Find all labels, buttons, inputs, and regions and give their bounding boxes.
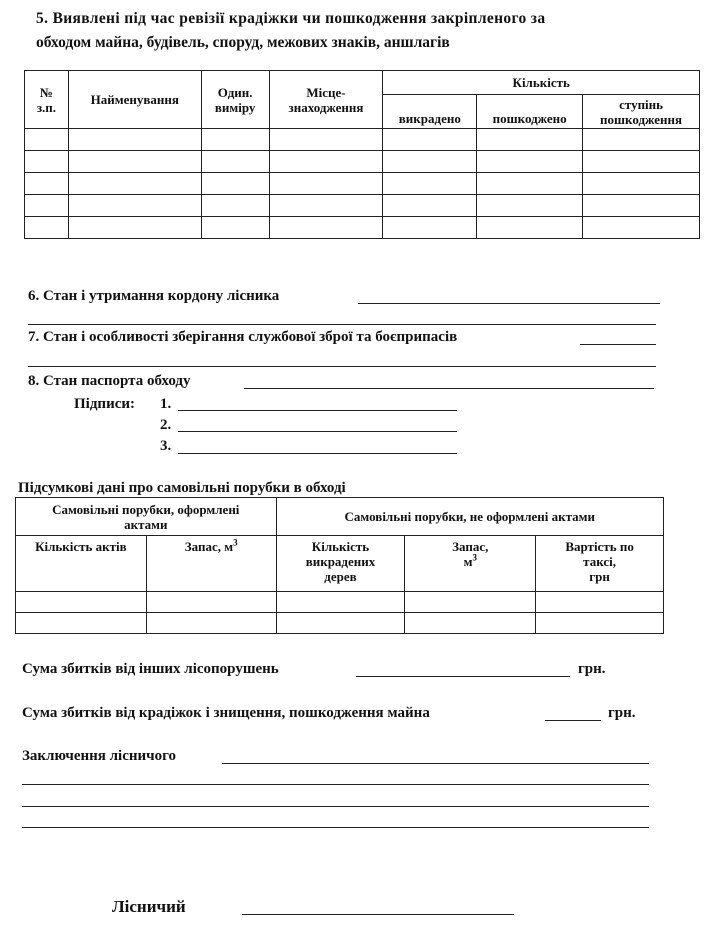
col-acts-count-header: Кількість актів <box>16 536 147 592</box>
conclusion-line-4 <box>22 827 649 828</box>
damages-theft-label: Сума збитків від крадіжок і знищення, пошкодження майна <box>22 705 430 721</box>
damages-other-label: Сума збитків від інших лісопорушень <box>22 661 279 677</box>
item7-line-2 <box>28 366 656 367</box>
item8-label: 8. Стан паспорта обходу <box>28 373 191 389</box>
col-volume-header: Запас, $м^3$ <box>146 536 276 592</box>
conclusion-label: Заключення лісничого <box>22 748 177 764</box>
damages-other-unit: грн. <box>578 661 606 677</box>
illegal-logging-table <box>15 497 664 634</box>
col-trees-count-header: Кількість викрадених дерев <box>276 536 405 592</box>
signatures-label: Підписи: <box>74 396 136 412</box>
conclusion-line-1 <box>222 763 649 764</box>
col-degree-header: ступінь пошкодження <box>583 95 700 129</box>
section5-number: 5. <box>36 10 49 27</box>
col-volume2-header: Запас, $м^3$ <box>405 536 536 592</box>
group-not-formalized-header: Самовільні порубки, не оформлені актами <box>276 498 663 536</box>
table-row <box>25 151 700 173</box>
damages-theft-line <box>545 720 601 721</box>
forester-label: Лісничий <box>112 897 186 916</box>
col-damaged-header: пошкоджено <box>477 95 583 129</box>
table-row <box>25 195 700 217</box>
col-unit-header: Один. виміру <box>201 71 269 129</box>
damages-other-line <box>356 676 570 677</box>
conclusion-line-3 <box>22 806 649 807</box>
section5-heading-text: Виявлені під час ревізії крадіжки чи пошкодження закріпленого за <box>52 10 546 27</box>
signature-number-1: 1. <box>160 396 172 412</box>
item7-line <box>580 344 656 345</box>
section5-heading-line1 <box>36 10 546 27</box>
signature-number-2: 2. <box>160 417 172 433</box>
col-number-header: № з.п. <box>25 71 69 129</box>
table-row <box>16 613 664 634</box>
table-row <box>16 592 664 613</box>
section5-heading-line2: обходом майна, будівель, споруд, межових знаків, аншлагів <box>36 34 450 51</box>
table-row <box>25 173 700 195</box>
item6-label: 6. Стан і утримання кордону лісника <box>28 288 280 304</box>
theft-damage-table <box>24 70 700 239</box>
conclusion-line-2 <box>22 784 649 785</box>
col-stolen-header: викрадено <box>383 95 477 129</box>
item8-line <box>244 388 654 389</box>
table-row <box>25 217 700 239</box>
item6-line <box>358 303 660 304</box>
signature-number-3: 3. <box>160 438 172 454</box>
item7-label: 7. Стан і особливості зберігання службової зброї та боєприпасів <box>28 329 458 345</box>
table-row <box>25 129 700 151</box>
group-formalized-header: Самовільні порубки, оформлені актами <box>16 498 277 536</box>
damages-theft-unit: грн. <box>608 705 636 721</box>
item6-line-2 <box>28 324 656 325</box>
signature-line-3 <box>178 453 457 454</box>
signature-line-1 <box>178 410 457 411</box>
col-value-header: Вартість по таксі, грн <box>536 536 664 592</box>
col-quantity-header: Кількість <box>383 71 700 95</box>
forester-signature-line <box>242 914 514 915</box>
col-location-header: Місце- знаходження <box>269 71 383 129</box>
summary-title: Підсумкові дані про самовільні порубки в обході <box>18 480 346 496</box>
col-name-header: Найменування <box>68 71 201 129</box>
signature-line-2 <box>178 431 457 432</box>
